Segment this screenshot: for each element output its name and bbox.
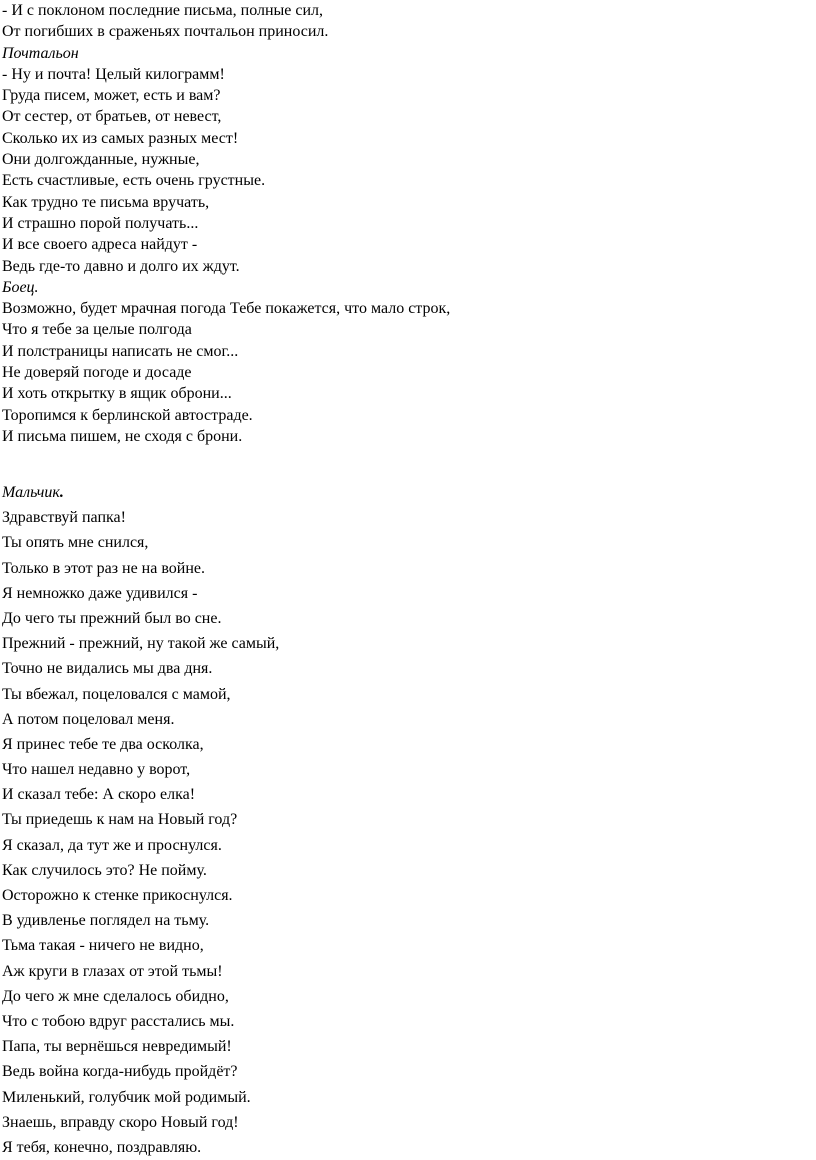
speaker-boy-name: Мальчик xyxy=(2,484,60,501)
poem-line: Ты вбежал, поцеловался с мамой, xyxy=(2,685,231,703)
poem-line: Сколько их из самых разных мест! xyxy=(2,129,239,147)
poem-line: И хоть открытку в ящик оброни... xyxy=(2,385,232,403)
poem-line: До чего ты прежний был во сне. xyxy=(2,609,222,627)
poem-line: Что с тобою вдруг расстались мы. xyxy=(2,1012,235,1030)
poem-line: И письма пишем, не сходя с брони. xyxy=(2,427,243,445)
poem-line: Здравствуй папка! xyxy=(2,509,126,527)
poem-line: И страшно порой получать... xyxy=(2,214,199,232)
poem-line: Аж круги в глазах от этой тьмы! xyxy=(2,962,223,980)
poem-line: - Ну и почта! Целый килограмм! xyxy=(2,65,225,83)
poem-line: Возможно, будет мрачная погода Тебе покажется, что мало строк, xyxy=(2,300,451,318)
poem-line: И все своего адреса найдут - xyxy=(2,236,198,254)
poem-line: Что нашел недавно у ворот, xyxy=(2,761,191,779)
poem-line: Я принес тебе те два осколка, xyxy=(2,735,204,753)
poem-line: Как трудно те письма вручать, xyxy=(2,193,210,211)
poem-line: Они долгожданные, нужные, xyxy=(2,151,200,169)
poem-line: Как случилось это? Не пойму. xyxy=(2,861,207,879)
poem-line: Ведь война когда-нибудь пройдёт? xyxy=(2,1063,238,1081)
poem-line: - И с поклоном последние письма, полные сил, xyxy=(2,2,324,19)
poem-line: Прежний - прежний, ну такой же самый, xyxy=(2,635,280,653)
poem-line: Торопимся к берлинской автостраде. xyxy=(2,406,253,424)
speaker-boy-dot: . xyxy=(59,484,64,501)
poem-line: Ты приедешь к нам на Новый год? xyxy=(2,811,238,829)
poem-line: Тьма такая - ничего не видно, xyxy=(2,937,204,955)
poem-part-two xyxy=(2,480,279,1160)
poem-line: Я немножко даже удивился - xyxy=(2,584,198,602)
poem-line: Только в этот раз не на войне. xyxy=(2,559,206,577)
poem-line: Я тебя, конечно, поздравляю. xyxy=(2,1138,202,1156)
poem-line: Есть счастливые, есть очень грустные. xyxy=(2,172,266,190)
speaker-soldier: Боец. xyxy=(2,278,39,296)
poem-line: В удивленье поглядел на тьму. xyxy=(2,912,210,930)
speaker-postman: Почтальон xyxy=(2,44,79,62)
poem-line: Знаешь, вправду скоро Новый год! xyxy=(2,1113,239,1131)
poem-line: Груда писем, может, есть и вам? xyxy=(2,87,221,105)
poem-line: От погибших в сраженьях почтальон приносил. xyxy=(2,23,329,41)
poem-line: Ведь где-то давно и долго их ждут. xyxy=(2,257,240,275)
poem-line: От сестер, от братьев, от невест, xyxy=(2,108,222,126)
poem-line: И полстраницы написать не смог... xyxy=(2,342,239,360)
poem-line: А потом поцеловал меня. xyxy=(2,710,175,728)
poem-part-one xyxy=(2,0,450,447)
poem-line: И сказал тебе: А скоро елка! xyxy=(2,786,196,804)
poem-line: Что я тебе за целые полгода xyxy=(2,321,192,339)
poem-line: Точно не видались мы два дня. xyxy=(2,660,213,678)
poem-line: Миленький, голубчик мой родимый. xyxy=(2,1088,251,1106)
poem-line: Папа, ты вернёшься невредимый! xyxy=(2,1038,232,1056)
poem-line: До чего ж мне сделалось обидно, xyxy=(2,987,229,1005)
poem-line: Ты опять мне снился, xyxy=(2,534,149,552)
poem-line: Я сказал, да тут же и проснулся. xyxy=(2,836,222,854)
poem-line: Не доверяй погоде и досаде xyxy=(2,364,192,382)
speaker-boy xyxy=(2,480,279,505)
poem-line: Осторожно к стенке прикоснулся. xyxy=(2,887,233,904)
